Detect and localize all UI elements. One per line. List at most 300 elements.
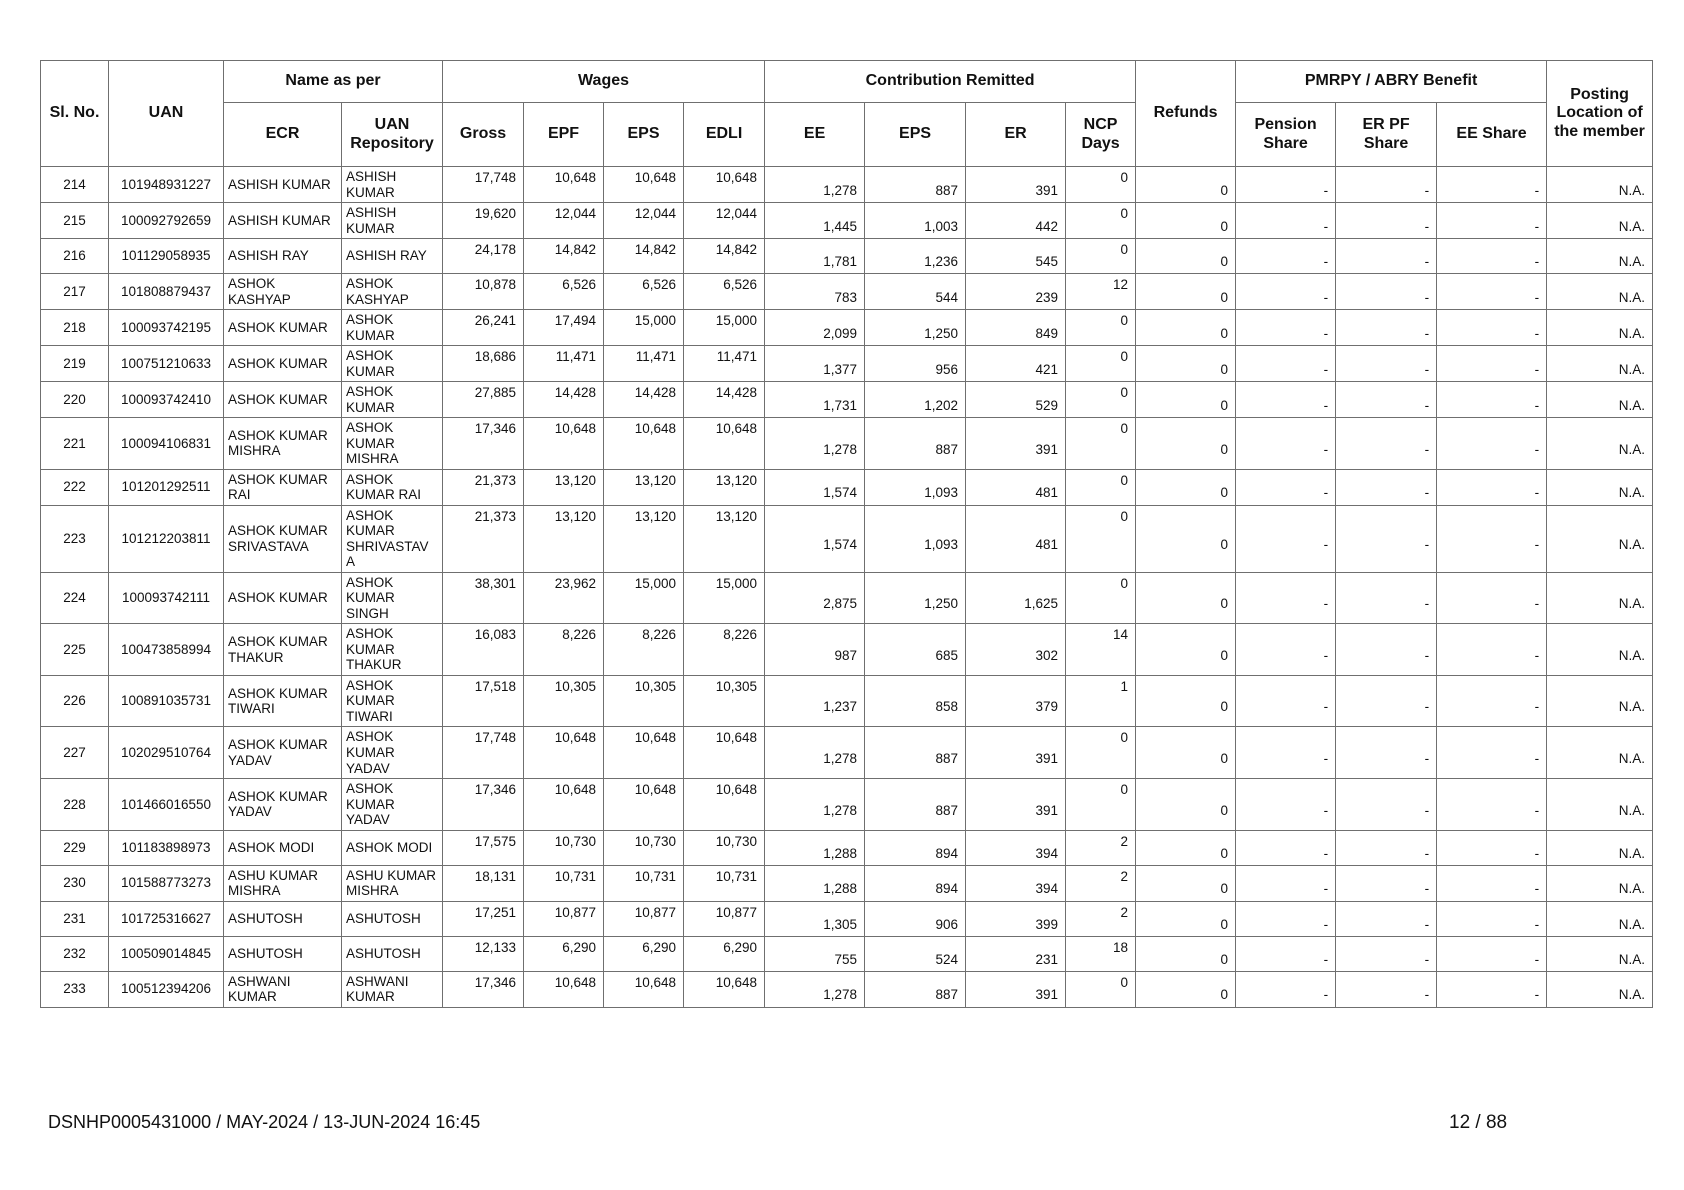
cell-gross: 18,686 <box>443 346 524 382</box>
cell-er-pf-share: - <box>1336 971 1437 1007</box>
cell-refunds: 0 <box>1136 779 1236 831</box>
cell-er: 302 <box>966 624 1066 676</box>
cell-ecr-name: ASHOK KUMAR <box>224 572 342 624</box>
cell-refunds: 0 <box>1136 239 1236 274</box>
cell-uan-repository-name: ASHOK KUMAR YADAV <box>342 779 443 831</box>
cell-er: 231 <box>966 936 1066 971</box>
cell-ncp-days: 0 <box>1066 727 1136 779</box>
cell-epf: 14,842 <box>524 239 604 274</box>
cell-uan-repository-name: ASHOK KUMAR SINGH <box>342 572 443 624</box>
cell-posting-location: N.A. <box>1547 274 1653 310</box>
cell-edli: 15,000 <box>684 572 765 624</box>
cell-ee-share: - <box>1437 624 1547 676</box>
cell-posting-location: N.A. <box>1547 418 1653 470</box>
table-row <box>41 572 1653 624</box>
cell-contribution-eps: 524 <box>865 936 966 971</box>
cell-epf: 10,648 <box>524 167 604 203</box>
header-eps: EPS <box>604 103 684 167</box>
cell-edli: 10,731 <box>684 865 765 901</box>
cell-pension-share: - <box>1236 779 1336 831</box>
cell-uan-repository-name: ASHOK KUMAR TIWARI <box>342 675 443 727</box>
cell-pension-share: - <box>1236 310 1336 346</box>
cell-ee: 1,731 <box>765 382 865 418</box>
cell-sl-no: 233 <box>41 971 109 1007</box>
cell-ee-share: - <box>1437 418 1547 470</box>
cell-er: 391 <box>966 418 1066 470</box>
cell-sl-no: 220 <box>41 382 109 418</box>
cell-contribution-eps: 1,093 <box>865 505 966 572</box>
cell-contribution-eps: 858 <box>865 675 966 727</box>
cell-sl-no: 226 <box>41 675 109 727</box>
cell-ee: 987 <box>765 624 865 676</box>
contribution-table <box>40 60 1653 1008</box>
header-pension-share: Pension Share <box>1236 103 1336 167</box>
cell-ecr-name: ASHOK KASHYAP <box>224 274 342 310</box>
cell-ee: 1,574 <box>765 469 865 505</box>
header-epf: EPF <box>524 103 604 167</box>
table-row <box>41 274 1653 310</box>
cell-ncp-days: 0 <box>1066 572 1136 624</box>
cell-contribution-eps: 544 <box>865 274 966 310</box>
cell-sl-no: 217 <box>41 274 109 310</box>
cell-ee-share: - <box>1437 505 1547 572</box>
cell-er-pf-share: - <box>1336 418 1437 470</box>
cell-gross: 16,083 <box>443 624 524 676</box>
cell-epf: 10,731 <box>524 865 604 901</box>
cell-ecr-name: ASHISH RAY <box>224 239 342 274</box>
cell-eps: 6,290 <box>604 936 684 971</box>
cell-uan: 101212203811 <box>109 505 224 572</box>
cell-pension-share: - <box>1236 624 1336 676</box>
cell-epf: 10,648 <box>524 418 604 470</box>
cell-sl-no: 227 <box>41 727 109 779</box>
table-row <box>41 624 1653 676</box>
table-body <box>41 167 1653 1008</box>
table-row <box>41 971 1653 1007</box>
header-ncp-days: NCP Days <box>1066 103 1136 167</box>
header-uan-repository: UAN Repository <box>342 103 443 167</box>
cell-gross: 17,575 <box>443 830 524 865</box>
cell-edli: 10,877 <box>684 901 765 936</box>
cell-epf: 10,648 <box>524 779 604 831</box>
cell-refunds: 0 <box>1136 310 1236 346</box>
cell-eps: 10,877 <box>604 901 684 936</box>
cell-contribution-eps: 887 <box>865 779 966 831</box>
cell-uan-repository-name: ASHOK KUMAR YADAV <box>342 727 443 779</box>
cell-er: 481 <box>966 469 1066 505</box>
cell-ncp-days: 0 <box>1066 310 1136 346</box>
cell-er-pf-share: - <box>1336 505 1437 572</box>
cell-eps: 10,648 <box>604 779 684 831</box>
cell-er: 849 <box>966 310 1066 346</box>
cell-pension-share: - <box>1236 971 1336 1007</box>
cell-posting-location: N.A. <box>1547 167 1653 203</box>
cell-contribution-eps: 1,250 <box>865 310 966 346</box>
cell-gross: 17,748 <box>443 167 524 203</box>
cell-ee-share: - <box>1437 203 1547 239</box>
cell-ee-share: - <box>1437 779 1547 831</box>
cell-eps: 10,648 <box>604 418 684 470</box>
cell-edli: 6,526 <box>684 274 765 310</box>
cell-ee: 1,377 <box>765 346 865 382</box>
cell-contribution-eps: 887 <box>865 167 966 203</box>
cell-refunds: 0 <box>1136 675 1236 727</box>
cell-sl-no: 214 <box>41 167 109 203</box>
cell-er-pf-share: - <box>1336 901 1437 936</box>
cell-edli: 6,290 <box>684 936 765 971</box>
cell-contribution-eps: 1,003 <box>865 203 966 239</box>
cell-ee-share: - <box>1437 865 1547 901</box>
cell-epf: 10,877 <box>524 901 604 936</box>
cell-gross: 17,346 <box>443 779 524 831</box>
cell-ee-share: - <box>1437 167 1547 203</box>
cell-pension-share: - <box>1236 346 1336 382</box>
page-number: 12 / 88 <box>1449 1112 1508 1133</box>
cell-sl-no: 232 <box>41 936 109 971</box>
header-contribution-eps: EPS <box>865 103 966 167</box>
cell-sl-no: 229 <box>41 830 109 865</box>
cell-ee: 1,445 <box>765 203 865 239</box>
cell-contribution-eps: 894 <box>865 865 966 901</box>
header-er-pf-share: ER PF Share <box>1336 103 1437 167</box>
cell-er: 391 <box>966 779 1066 831</box>
cell-uan-repository-name: ASHOK KUMAR <box>342 310 443 346</box>
cell-pension-share: - <box>1236 274 1336 310</box>
cell-uan: 101129058935 <box>109 239 224 274</box>
cell-uan: 100092792659 <box>109 203 224 239</box>
cell-gross: 38,301 <box>443 572 524 624</box>
cell-contribution-eps: 956 <box>865 346 966 382</box>
cell-ee-share: - <box>1437 901 1547 936</box>
cell-ee-share: - <box>1437 469 1547 505</box>
cell-pension-share: - <box>1236 727 1336 779</box>
cell-sl-no: 228 <box>41 779 109 831</box>
cell-er-pf-share: - <box>1336 310 1437 346</box>
cell-sl-no: 225 <box>41 624 109 676</box>
cell-ee: 755 <box>765 936 865 971</box>
cell-er-pf-share: - <box>1336 382 1437 418</box>
cell-uan-repository-name: ASHOK KUMAR RAI <box>342 469 443 505</box>
cell-posting-location: N.A. <box>1547 727 1653 779</box>
cell-pension-share: - <box>1236 572 1336 624</box>
cell-posting-location: N.A. <box>1547 901 1653 936</box>
table-row <box>41 865 1653 901</box>
cell-edli: 10,730 <box>684 830 765 865</box>
cell-posting-location: N.A. <box>1547 505 1653 572</box>
cell-contribution-eps: 887 <box>865 418 966 470</box>
cell-posting-location: N.A. <box>1547 971 1653 1007</box>
cell-gross: 17,748 <box>443 727 524 779</box>
cell-ncp-days: 0 <box>1066 469 1136 505</box>
header-uan: UAN <box>109 61 224 167</box>
cell-pension-share: - <box>1236 382 1336 418</box>
cell-gross: 10,878 <box>443 274 524 310</box>
cell-refunds: 0 <box>1136 382 1236 418</box>
cell-ecr-name: ASHISH KUMAR <box>224 203 342 239</box>
cell-sl-no: 216 <box>41 239 109 274</box>
cell-ecr-name: ASHISH KUMAR <box>224 167 342 203</box>
cell-er: 379 <box>966 675 1066 727</box>
cell-gross: 27,885 <box>443 382 524 418</box>
cell-uan: 100093742111 <box>109 572 224 624</box>
cell-uan: 101948931227 <box>109 167 224 203</box>
cell-epf: 23,962 <box>524 572 604 624</box>
cell-ncp-days: 0 <box>1066 346 1136 382</box>
cell-er-pf-share: - <box>1336 865 1437 901</box>
cell-edli: 10,648 <box>684 971 765 1007</box>
cell-er: 529 <box>966 382 1066 418</box>
cell-ee: 1,237 <box>765 675 865 727</box>
cell-edli: 10,648 <box>684 418 765 470</box>
header-wages-group: Wages <box>443 61 765 103</box>
cell-edli: 13,120 <box>684 505 765 572</box>
cell-eps: 10,648 <box>604 727 684 779</box>
cell-er-pf-share: - <box>1336 203 1437 239</box>
cell-ee: 1,278 <box>765 167 865 203</box>
cell-epf: 10,305 <box>524 675 604 727</box>
cell-uan: 101466016550 <box>109 779 224 831</box>
header-pmrpy-group: PMRPY / ABRY Benefit <box>1236 61 1547 103</box>
cell-uan: 100509014845 <box>109 936 224 971</box>
cell-uan-repository-name: ASHISH KUMAR <box>342 203 443 239</box>
cell-ecr-name: ASHOK KUMAR YADAV <box>224 779 342 831</box>
cell-contribution-eps: 887 <box>865 727 966 779</box>
cell-eps: 10,731 <box>604 865 684 901</box>
cell-uan-repository-name: ASHOK KUMAR <box>342 346 443 382</box>
cell-eps: 6,526 <box>604 274 684 310</box>
cell-refunds: 0 <box>1136 346 1236 382</box>
cell-eps: 15,000 <box>604 572 684 624</box>
cell-er-pf-share: - <box>1336 830 1437 865</box>
cell-ee-share: - <box>1437 936 1547 971</box>
cell-edli: 10,648 <box>684 779 765 831</box>
table-row <box>41 167 1653 203</box>
cell-posting-location: N.A. <box>1547 310 1653 346</box>
cell-uan-repository-name: ASHISH RAY <box>342 239 443 274</box>
header-ee: EE <box>765 103 865 167</box>
cell-contribution-eps: 1,093 <box>865 469 966 505</box>
cell-ecr-name: ASHUTOSH <box>224 936 342 971</box>
cell-ncp-days: 2 <box>1066 901 1136 936</box>
cell-ecr-name: ASHOK KUMAR <box>224 346 342 382</box>
cell-uan: 100751210633 <box>109 346 224 382</box>
cell-er-pf-share: - <box>1336 469 1437 505</box>
cell-epf: 8,226 <box>524 624 604 676</box>
cell-sl-no: 219 <box>41 346 109 382</box>
table-row <box>41 239 1653 274</box>
cell-epf: 13,120 <box>524 505 604 572</box>
cell-er: 391 <box>966 727 1066 779</box>
header-name-group: Name as per <box>224 61 443 103</box>
cell-uan-repository-name: ASHOK KASHYAP <box>342 274 443 310</box>
cell-edli: 14,428 <box>684 382 765 418</box>
cell-ee: 1,574 <box>765 505 865 572</box>
cell-er: 394 <box>966 830 1066 865</box>
cell-pension-share: - <box>1236 901 1336 936</box>
cell-pension-share: - <box>1236 865 1336 901</box>
table-row <box>41 727 1653 779</box>
cell-pension-share: - <box>1236 418 1336 470</box>
cell-posting-location: N.A. <box>1547 624 1653 676</box>
cell-ee-share: - <box>1437 274 1547 310</box>
cell-er: 394 <box>966 865 1066 901</box>
cell-refunds: 0 <box>1136 865 1236 901</box>
cell-ecr-name: ASHWANI KUMAR <box>224 971 342 1007</box>
cell-er-pf-share: - <box>1336 936 1437 971</box>
header-ecr: ECR <box>224 103 342 167</box>
cell-uan: 100093742195 <box>109 310 224 346</box>
cell-uan: 100093742410 <box>109 382 224 418</box>
cell-ee: 1,781 <box>765 239 865 274</box>
cell-epf: 6,526 <box>524 274 604 310</box>
cell-epf: 13,120 <box>524 469 604 505</box>
cell-ee: 1,278 <box>765 418 865 470</box>
cell-gross: 17,518 <box>443 675 524 727</box>
cell-er: 399 <box>966 901 1066 936</box>
cell-ee-share: - <box>1437 310 1547 346</box>
cell-eps: 15,000 <box>604 310 684 346</box>
cell-posting-location: N.A. <box>1547 675 1653 727</box>
cell-ecr-name: ASHOK KUMAR <box>224 310 342 346</box>
cell-uan: 101588773273 <box>109 865 224 901</box>
cell-ecr-name: ASHOK KUMAR <box>224 382 342 418</box>
cell-er: 545 <box>966 239 1066 274</box>
cell-gross: 21,373 <box>443 469 524 505</box>
cell-ecr-name: ASHU KUMAR MISHRA <box>224 865 342 901</box>
cell-edli: 13,120 <box>684 469 765 505</box>
cell-gross: 12,133 <box>443 936 524 971</box>
cell-eps: 8,226 <box>604 624 684 676</box>
cell-posting-location: N.A. <box>1547 203 1653 239</box>
cell-ee-share: - <box>1437 572 1547 624</box>
cell-contribution-eps: 1,202 <box>865 382 966 418</box>
cell-er-pf-share: - <box>1336 274 1437 310</box>
cell-sl-no: 218 <box>41 310 109 346</box>
cell-er: 239 <box>966 274 1066 310</box>
cell-epf: 6,290 <box>524 936 604 971</box>
cell-er: 481 <box>966 505 1066 572</box>
cell-posting-location: N.A. <box>1547 936 1653 971</box>
cell-ncp-days: 18 <box>1066 936 1136 971</box>
cell-refunds: 0 <box>1136 901 1236 936</box>
cell-sl-no: 224 <box>41 572 109 624</box>
cell-sl-no: 223 <box>41 505 109 572</box>
cell-sl-no: 231 <box>41 901 109 936</box>
cell-pension-share: - <box>1236 203 1336 239</box>
cell-gross: 26,241 <box>443 310 524 346</box>
cell-uan: 100094106831 <box>109 418 224 470</box>
cell-er-pf-share: - <box>1336 624 1437 676</box>
cell-ee: 2,875 <box>765 572 865 624</box>
cell-ee-share: - <box>1437 239 1547 274</box>
cell-er: 1,625 <box>966 572 1066 624</box>
cell-uan: 102029510764 <box>109 727 224 779</box>
header-ee-share: EE Share <box>1437 103 1547 167</box>
cell-ecr-name: ASHOK MODI <box>224 830 342 865</box>
cell-ee: 1,278 <box>765 727 865 779</box>
cell-gross: 17,346 <box>443 418 524 470</box>
cell-er-pf-share: - <box>1336 675 1437 727</box>
cell-uan-repository-name: ASHUTOSH <box>342 936 443 971</box>
cell-ncp-days: 12 <box>1066 274 1136 310</box>
cell-pension-share: - <box>1236 469 1336 505</box>
cell-sl-no: 230 <box>41 865 109 901</box>
cell-uan-repository-name: ASHOK MODI <box>342 830 443 865</box>
table-row <box>41 830 1653 865</box>
cell-refunds: 0 <box>1136 971 1236 1007</box>
cell-gross: 18,131 <box>443 865 524 901</box>
cell-ee: 1,288 <box>765 830 865 865</box>
cell-ecr-name: ASHOK KUMAR YADAV <box>224 727 342 779</box>
cell-eps: 12,044 <box>604 203 684 239</box>
cell-er-pf-share: - <box>1336 346 1437 382</box>
cell-uan-repository-name: ASHOK KUMAR SHRIVASTAV A <box>342 505 443 572</box>
cell-pension-share: - <box>1236 505 1336 572</box>
cell-ee-share: - <box>1437 675 1547 727</box>
cell-ncp-days: 1 <box>1066 675 1136 727</box>
cell-uan: 101183898973 <box>109 830 224 865</box>
cell-gross: 17,346 <box>443 971 524 1007</box>
cell-refunds: 0 <box>1136 936 1236 971</box>
cell-pension-share: - <box>1236 167 1336 203</box>
cell-uan-repository-name: ASHOK KUMAR MISHRA <box>342 418 443 470</box>
cell-contribution-eps: 1,250 <box>865 572 966 624</box>
header-gross: Gross <box>443 103 524 167</box>
cell-refunds: 0 <box>1136 830 1236 865</box>
cell-ee-share: - <box>1437 830 1547 865</box>
cell-ee: 1,278 <box>765 779 865 831</box>
header-edli: EDLI <box>684 103 765 167</box>
cell-uan-repository-name: ASHOK KUMAR THAKUR <box>342 624 443 676</box>
cell-ncp-days: 0 <box>1066 239 1136 274</box>
cell-ncp-days: 14 <box>1066 624 1136 676</box>
header-refunds: Refunds <box>1136 61 1236 167</box>
cell-ncp-days: 2 <box>1066 865 1136 901</box>
cell-uan-repository-name: ASHISH KUMAR <box>342 167 443 203</box>
cell-contribution-eps: 906 <box>865 901 966 936</box>
cell-edli: 10,648 <box>684 727 765 779</box>
cell-ee-share: - <box>1437 971 1547 1007</box>
cell-refunds: 0 <box>1136 274 1236 310</box>
cell-uan-repository-name: ASHOK KUMAR <box>342 382 443 418</box>
cell-eps: 10,648 <box>604 167 684 203</box>
cell-gross: 24,178 <box>443 239 524 274</box>
cell-ee: 1,278 <box>765 971 865 1007</box>
cell-edli: 10,648 <box>684 167 765 203</box>
cell-edli: 12,044 <box>684 203 765 239</box>
cell-ncp-days: 2 <box>1066 830 1136 865</box>
table-row <box>41 382 1653 418</box>
cell-posting-location: N.A. <box>1547 382 1653 418</box>
table-row <box>41 310 1653 346</box>
cell-ee: 1,305 <box>765 901 865 936</box>
table-row <box>41 346 1653 382</box>
cell-ncp-days: 0 <box>1066 418 1136 470</box>
cell-pension-share: - <box>1236 830 1336 865</box>
cell-er-pf-share: - <box>1336 779 1437 831</box>
cell-posting-location: N.A. <box>1547 865 1653 901</box>
table-row <box>41 936 1653 971</box>
cell-refunds: 0 <box>1136 469 1236 505</box>
cell-edli: 11,471 <box>684 346 765 382</box>
cell-sl-no: 221 <box>41 418 109 470</box>
cell-ncp-days: 0 <box>1066 167 1136 203</box>
cell-eps: 13,120 <box>604 469 684 505</box>
cell-refunds: 0 <box>1136 505 1236 572</box>
cell-uan: 101201292511 <box>109 469 224 505</box>
cell-sl-no: 215 <box>41 203 109 239</box>
cell-er-pf-share: - <box>1336 572 1437 624</box>
